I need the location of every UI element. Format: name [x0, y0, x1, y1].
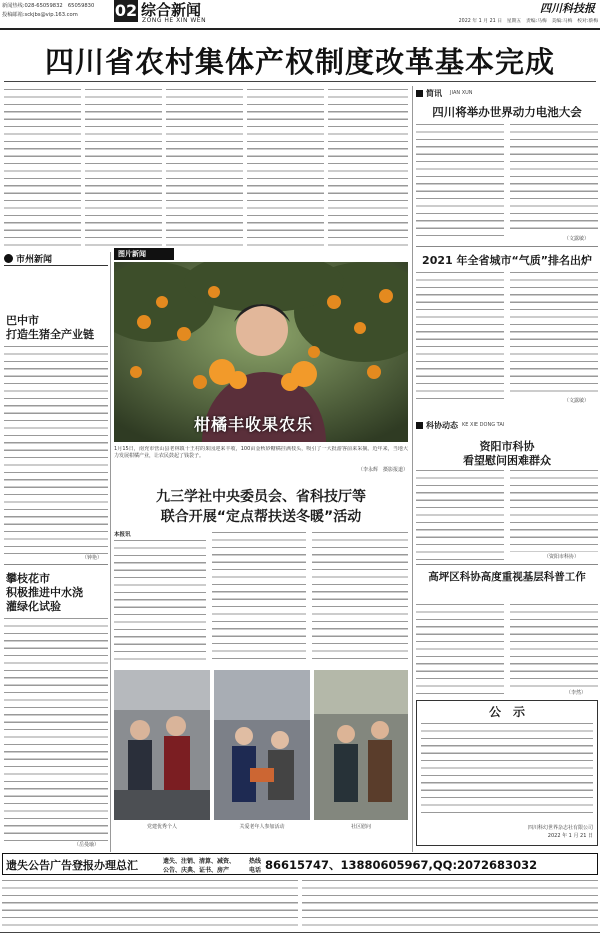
feature-title-line1: 九三学社中央委员会、省科技厅等 — [156, 489, 366, 505]
science-story1-title-line1: 资阳市科协 — [479, 440, 535, 453]
feature-photo2-caption: 关爱老年人参加活动 — [239, 824, 285, 830]
photo-news-block — [114, 248, 408, 480]
news-hotline: 新闻热线:028-65059832 65059830 — [2, 3, 95, 9]
photo-news-label — [114, 248, 174, 260]
feature-story — [114, 486, 408, 852]
city-news-header — [4, 252, 108, 266]
lead-story-body-col2 — [85, 87, 162, 247]
science-column — [416, 420, 598, 852]
section-badge-icon — [4, 254, 13, 263]
notice-body — [421, 721, 593, 817]
masthead — [0, 0, 600, 30]
classifieds-small-print-2 — [302, 878, 598, 930]
submission-email: 投稿邮箱:sckjbs@vip.163.com — [2, 12, 78, 18]
photo-caption: 1月15日，南充市营山县老林镇十王村的果园迎来丰收，100亩金秋砂糖橘挂满枝头，吸引了一大批游客前来采摘。近年来，当地大力发展柑橘产业，让农民鼓起了钱袋子。 — [114, 446, 408, 459]
city-story2-source: （岳曼瑜） — [74, 842, 100, 848]
footer-rule — [0, 932, 600, 933]
citrus-harvest-photo — [114, 262, 408, 442]
briefs-column — [416, 86, 598, 416]
elderly-visit-illustration — [214, 670, 310, 820]
brief1-body-col2 — [510, 122, 598, 234]
city-news-label: 市州新闻 — [16, 255, 53, 265]
column-rule-right — [412, 86, 413, 852]
lead-story-body-col1 — [4, 87, 81, 247]
photo-credit: （李永辉 摄影报道） — [357, 467, 408, 473]
city-story2-body — [4, 616, 108, 841]
notice-org: 四川科幻世界杂志社有限公司 — [527, 825, 593, 831]
feature-body-col3 — [312, 530, 408, 664]
brief2-source: （文露敏） — [564, 398, 590, 404]
page-number-badge — [114, 0, 138, 22]
photo-news-label-text: 图片新闻 — [118, 250, 146, 258]
city-story2-title-line2: 积极推进中水浇 — [6, 586, 83, 599]
briefs-header — [416, 88, 598, 100]
science-story1-body-col1 — [416, 468, 504, 562]
science-story1-title-line2: 看望慰问困难群众 — [463, 454, 551, 467]
city-news-column — [4, 252, 108, 852]
ad-items-line2: 公告、庆典、证书、房产 — [163, 867, 230, 874]
ad-phone-label: 电话 — [249, 867, 262, 874]
brief-square-icon — [416, 90, 423, 97]
city-story1-title-line2: 打造生猪全产业链 — [6, 328, 94, 341]
feature-photo-1 — [114, 670, 210, 820]
science-story1-body-col2 — [510, 468, 598, 552]
ad-phone-numbers: 86615747、13880605967,QQ:2072683032 — [265, 858, 538, 872]
brief1-source: （文露敏） — [564, 236, 590, 242]
city-story1-title-line1: 巴中市 — [6, 314, 39, 327]
ad-hotline-label: 热线 — [249, 858, 262, 865]
science-story2-title: 高坪区科协高度重视基层科普工作 — [428, 571, 586, 583]
lead-story-body-col4 — [247, 87, 324, 247]
brief1-title: 四川将举办世界动力电池大会 — [432, 105, 582, 119]
briefs-label: 简讯 — [426, 89, 442, 98]
lead-story-body-col3 — [166, 87, 243, 247]
section-pinyin: ZONG HE XIN WEN — [142, 17, 207, 24]
classified-ad-banner — [2, 853, 598, 875]
science-label: 科协动态 — [426, 421, 458, 430]
photo-overlay-title: 柑橘丰收果农乐 — [194, 415, 314, 434]
brief2-title: 2021 年全省城市“气质”排名出炉 — [422, 254, 592, 267]
city-story2-title-line3: 灌绿化试验 — [6, 600, 61, 613]
ad-title: 遗失公告广告登报办理总汇 — [6, 859, 138, 872]
science-divider — [416, 564, 598, 565]
feature-title-line2: 联合开展“定点帮扶送冬暖”活动 — [160, 509, 362, 525]
feature-photo-3 — [314, 670, 408, 820]
volunteers-photo-illustration — [114, 670, 210, 820]
science-label-pinyin: KE XIE DONG TAI — [462, 422, 505, 428]
brief2-body-col2 — [510, 270, 598, 396]
main-headline-box — [4, 38, 596, 82]
column-rule-left — [110, 252, 111, 852]
feature-body-col2 — [212, 530, 306, 664]
science-story2-body-col1 — [416, 602, 504, 696]
lead-story-body-col5 — [328, 87, 408, 247]
ad-items-line1: 遗失、注销、清算、减资、 — [163, 858, 236, 865]
science-story2-source: （李然） — [566, 690, 587, 696]
notice-title: 公 示 — [488, 705, 525, 719]
city-story2-title-line1: 攀枝花市 — [6, 572, 50, 585]
brief1-body-col1 — [416, 122, 504, 242]
feature-photo3-caption: 社区慰问 — [350, 824, 371, 830]
community-visit-illustration — [314, 670, 408, 820]
notice-date: 2022 年 1 月 21 日 — [547, 833, 593, 839]
feature-intro-tag: 本报讯 — [114, 532, 131, 538]
paper-name-logo: 四川科技报 — [540, 2, 595, 15]
brief2-body-col1 — [416, 270, 504, 404]
city-divider — [4, 564, 108, 565]
page-number: 02 — [114, 1, 138, 20]
briefs-label-pinyin: JIAN XUN — [450, 90, 473, 96]
masthead-rule — [0, 28, 600, 30]
brief-divider — [416, 246, 598, 247]
section-title: 综合新闻 — [141, 1, 202, 19]
date-line: 2022 年 1 月 21 日 星期五 责编:马梅 美编:马梅 校对:蔡梅 — [458, 19, 598, 24]
main-headline: 四川省农村集体产权制度改革基本完成 — [44, 45, 555, 79]
feature-photo-2 — [214, 670, 310, 820]
science-story1-source: （资阳市科协） — [544, 554, 580, 560]
feature-photo1-caption: 党建优秀个人 — [146, 824, 177, 830]
brief-square-icon — [416, 422, 423, 429]
science-header — [416, 420, 598, 432]
city-story1-body — [4, 344, 108, 554]
science-story2-body-col2 — [510, 602, 598, 688]
city-story1-source: （钟艳） — [82, 555, 103, 561]
notice-box — [416, 700, 598, 846]
feature-body-col1 — [114, 538, 206, 664]
classifieds-small-print-1 — [2, 878, 298, 930]
